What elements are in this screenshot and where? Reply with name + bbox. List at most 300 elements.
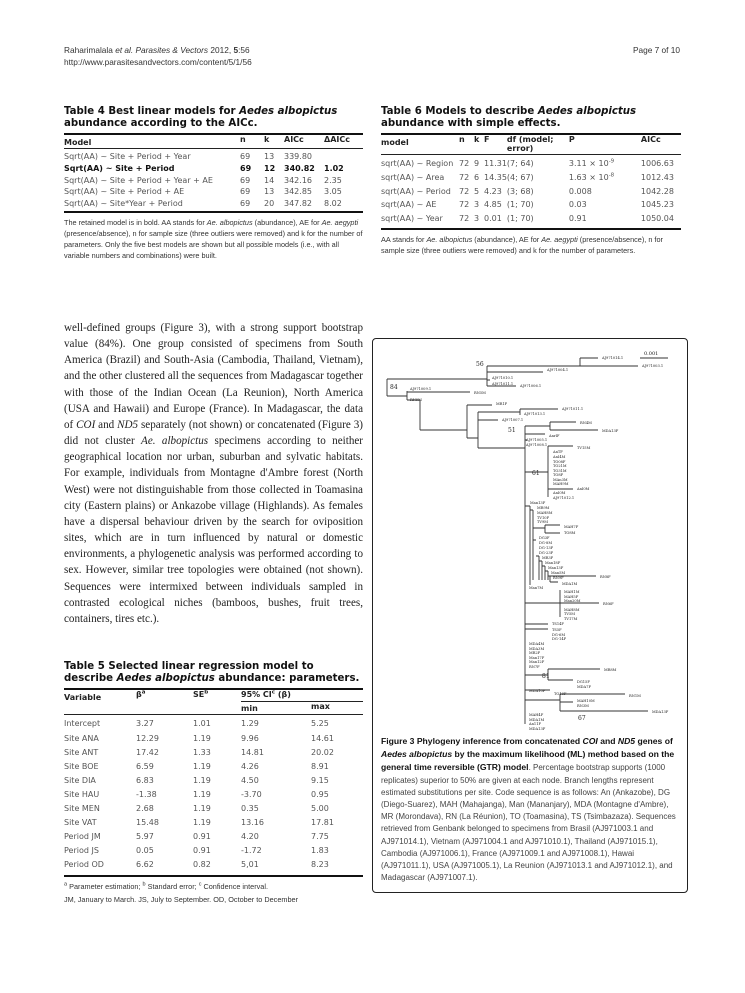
bootstrap-value: 56 bbox=[476, 361, 484, 368]
table-cell: 9.96 bbox=[241, 733, 259, 743]
text: max bbox=[311, 702, 363, 715]
tree-leaf-label: TO31M bbox=[553, 469, 567, 473]
bootstrap-value: 51 bbox=[508, 427, 516, 434]
table-cell: 12 bbox=[264, 163, 276, 173]
table-row bbox=[64, 832, 363, 846]
table-cell: Period JS bbox=[64, 846, 99, 856]
table-cell: 4.26 bbox=[241, 761, 259, 771]
table-cell: 342.16 bbox=[284, 175, 312, 185]
tree-leaf-label: AJ971007.1 bbox=[502, 418, 524, 422]
page-number: Page 7 of 10 bbox=[632, 45, 680, 55]
tree-leaf-label: RN6F bbox=[603, 602, 614, 606]
text: c bbox=[198, 881, 202, 888]
table-row bbox=[64, 164, 363, 176]
text: k bbox=[474, 134, 484, 155]
table-row bbox=[64, 776, 363, 790]
table-cell: 72 bbox=[459, 200, 470, 210]
table-cell: 20.02 bbox=[311, 747, 334, 757]
table-cell: 0.01 bbox=[484, 214, 502, 224]
header-volume: 5 bbox=[233, 45, 239, 55]
text: Figure 3 Phylogeny inference from concatenated bbox=[381, 736, 583, 746]
tree-leaf-label: RN3M bbox=[577, 704, 589, 708]
text: COI bbox=[76, 418, 96, 431]
tree-leaf-label: TV5M bbox=[564, 612, 575, 616]
table-cell: 69 bbox=[240, 187, 251, 197]
table-row bbox=[64, 818, 363, 832]
table-cell: 4.20 bbox=[241, 832, 259, 842]
text: (abundance), AE for bbox=[472, 234, 542, 244]
text: Table 5 Selected linear regression model to describe bbox=[64, 660, 314, 684]
table-cell: 6.83 bbox=[136, 775, 154, 785]
table-cell: 1006.63 bbox=[640, 159, 674, 168]
table-cell: 14.61 bbox=[311, 733, 334, 743]
p-value: 0.008 bbox=[568, 186, 592, 196]
tree-leaf-label: AJ971004.1 bbox=[547, 368, 569, 372]
table-cell: Site HAU bbox=[64, 789, 100, 799]
table-cell: sqrt(AA) ~ Period bbox=[381, 186, 451, 196]
table-cell: Sqrt(AA) ~ Site + Period + Year bbox=[64, 152, 191, 161]
tree-leaf-label: MAH9M bbox=[553, 482, 569, 486]
tree-leaf-label: DG-23F bbox=[539, 551, 554, 555]
table-cell: 1050.04 bbox=[640, 214, 674, 224]
text: Parameter estimation; bbox=[67, 881, 143, 891]
tree-leaf-label: DG-13F bbox=[539, 546, 554, 550]
text: Ae. albopictus bbox=[141, 435, 209, 448]
table-cell: 1.19 bbox=[193, 789, 211, 799]
table-cell: Site DIA bbox=[64, 775, 96, 785]
text: and bbox=[95, 418, 118, 431]
table-5 bbox=[64, 661, 363, 905]
table-cell: -3.70 bbox=[241, 789, 262, 799]
table-6-title bbox=[381, 106, 681, 130]
table-cell: Site ANA bbox=[64, 733, 99, 743]
text: (abundance), AE for bbox=[252, 217, 322, 227]
table-cell: 8.91 bbox=[311, 761, 329, 771]
table-4-grid bbox=[64, 133, 363, 213]
tree-leaf-label: TO21M bbox=[553, 464, 567, 468]
p-value-cell bbox=[569, 155, 641, 173]
text: by the maximum likelihood (ML) method based on the general time reversible (GTR) model bbox=[381, 749, 675, 773]
table-cell: Site MEN bbox=[64, 804, 100, 814]
table-row bbox=[64, 790, 363, 804]
table-cell: sqrt(AA) ~ AE bbox=[381, 200, 437, 210]
table-cell: 1.33 bbox=[193, 747, 211, 757]
tree-leaf-label: MAH4F bbox=[529, 713, 544, 717]
bootstrap-value: 67 bbox=[578, 715, 586, 722]
left-column bbox=[64, 106, 363, 905]
column-header: AICc bbox=[284, 134, 324, 149]
table-cell: 8.23 bbox=[311, 860, 329, 870]
tree-leaf-label: TS5F bbox=[552, 628, 562, 632]
table-cell: 9 bbox=[474, 159, 480, 168]
table-cell: sqrt(AA) ~ Year bbox=[381, 214, 443, 224]
text: COI bbox=[582, 736, 598, 746]
phylogenetic-tree bbox=[380, 343, 684, 733]
figure-3 bbox=[372, 338, 688, 893]
table-row bbox=[64, 734, 363, 748]
p-value: 1.63 × 10 bbox=[568, 172, 609, 182]
p-exponent: -9 bbox=[608, 158, 615, 165]
column-header: k bbox=[264, 134, 284, 149]
column-header: n bbox=[240, 134, 264, 149]
table-cell: 72 bbox=[459, 172, 470, 182]
table-4 bbox=[64, 106, 363, 312]
tree-leaf-label: RN7F bbox=[529, 665, 540, 669]
table-cell: 69 bbox=[240, 152, 251, 161]
table-5-title bbox=[64, 661, 363, 685]
p-exponent: -8 bbox=[608, 172, 615, 179]
text: min bbox=[241, 702, 311, 715]
header-journal: Parasites & Vectors bbox=[135, 45, 209, 55]
tree-leaf-label: TO13F bbox=[554, 692, 567, 696]
tree-leaf-label: AnI0M bbox=[577, 487, 590, 491]
text: ND5 bbox=[617, 736, 636, 746]
tree-leaf-label: TV15M bbox=[577, 446, 591, 450]
table-cell: 14.35 bbox=[484, 172, 507, 182]
table-cell: 2.35 bbox=[324, 175, 342, 185]
text: and bbox=[597, 736, 618, 746]
tree-leaf-label: MAH8M bbox=[564, 608, 580, 612]
tree-leaf-label: MR8M bbox=[604, 668, 617, 672]
table-cell: 69 bbox=[240, 163, 252, 173]
tree-leaf-label: AJ971014.1 bbox=[602, 356, 624, 360]
tree-leaf-label: MDA13F bbox=[652, 710, 669, 714]
table-cell: 14.81 bbox=[241, 747, 264, 757]
tree-leaf-label: Man12F bbox=[529, 660, 545, 664]
table-cell: 17.42 bbox=[136, 747, 159, 757]
text: P bbox=[569, 134, 641, 155]
table-cell: Sqrt(AA) ~ Site*Year + Period bbox=[64, 199, 183, 209]
tree-leaf-label: AJ971003.1 bbox=[642, 364, 664, 368]
tree-leaf-label: AnI0M bbox=[553, 491, 566, 495]
table-cell: 4.50 bbox=[241, 775, 259, 785]
table-cell: 11.31 bbox=[484, 159, 507, 168]
table-row bbox=[381, 187, 681, 201]
tree-leaf-label: RN9F bbox=[553, 576, 564, 580]
table-cell: Period OD bbox=[64, 860, 104, 870]
table-row bbox=[64, 176, 363, 188]
table-cell: Sqrt(AA) ~ Site + Period bbox=[64, 163, 175, 173]
table-row bbox=[64, 149, 363, 164]
text: AA stands for bbox=[381, 234, 427, 244]
tree-leaf-label: MDA1M bbox=[529, 718, 545, 722]
table-row bbox=[381, 155, 681, 173]
table-6 bbox=[381, 106, 681, 256]
text: df (model; error) bbox=[507, 134, 569, 155]
tree-leaf-label: MAH1M bbox=[564, 590, 580, 594]
table-cell: 13 bbox=[264, 187, 275, 197]
text: genes of bbox=[635, 736, 673, 746]
tree-leaf-label: RN8F bbox=[600, 575, 611, 579]
tree-leaf-label: MDA1M bbox=[562, 582, 578, 586]
table-cell: 1.02 bbox=[324, 163, 344, 173]
tree-leaf-label: TO08F bbox=[553, 460, 566, 464]
text: c bbox=[271, 689, 276, 696]
table-cell: 5.25 bbox=[311, 719, 329, 729]
table-6-note bbox=[381, 234, 681, 256]
table-cell: Site BOE bbox=[64, 761, 99, 771]
text: well-defined groups (Figure 3), with a strong support bootstrap value (84%). One group consisted of specimens from South America (Brazil) and South-Asia (Cambodia, Thailand, Vietnam), and the other clustered all the sequences from Madagascar together with those of the Indian Ocean (La Reunion), North America (USA and Hawaii) and Europe (France). In Madagascar, the data of bbox=[64, 322, 363, 431]
tree-leaf-label: MR1F bbox=[496, 402, 508, 406]
table-cell: -1.38 bbox=[136, 789, 157, 799]
text: a bbox=[64, 881, 68, 888]
text: Aedes albopictus bbox=[239, 106, 338, 117]
table-cell: (4; 67) bbox=[506, 172, 534, 182]
table-cell: 12.29 bbox=[136, 733, 159, 743]
tree-leaf-label: AJ971011.1 bbox=[492, 382, 514, 386]
table-cell: 1.19 bbox=[193, 804, 211, 814]
table-cell: 1.19 bbox=[193, 733, 211, 743]
p-value: 3.11 × 10 bbox=[568, 159, 609, 168]
text: b bbox=[204, 689, 209, 696]
table-cell: 6.62 bbox=[136, 860, 154, 870]
table-cell: 0.35 bbox=[241, 804, 259, 814]
table-cell: 3 bbox=[474, 214, 480, 224]
scale-bar-label: 0.001 bbox=[644, 351, 659, 357]
p-value-cell bbox=[569, 200, 641, 214]
tree-leaf-label: Man7M bbox=[529, 586, 544, 590]
bootstrap-value: 81 bbox=[542, 673, 550, 680]
table-cell: 5,01 bbox=[241, 860, 259, 870]
tree-leaf-label: RN5M bbox=[474, 391, 486, 395]
text: AICc bbox=[641, 134, 681, 155]
table-cell: Sqrt(AA) ~ Site + Period + Year + AE bbox=[64, 175, 213, 185]
tree-leaf-label: AJ971010.1 bbox=[492, 376, 514, 380]
table-cell: 4.23 bbox=[484, 186, 502, 196]
tree-leaf-label: DG15F bbox=[577, 680, 590, 684]
table-cell: 1.83 bbox=[311, 846, 329, 856]
text: Table 6 Models to describe bbox=[381, 106, 538, 117]
p-value-cell bbox=[569, 187, 641, 201]
tree-leaf-label: DG-8M bbox=[539, 541, 552, 545]
running-header bbox=[64, 44, 252, 68]
table-cell: 1045.23 bbox=[640, 200, 674, 210]
text: Ae. aegypti bbox=[321, 217, 359, 227]
table-cell: 72 bbox=[459, 214, 470, 224]
tree-leaf-label: AnI4M bbox=[553, 455, 566, 459]
table-cell: (1; 70) bbox=[506, 200, 534, 210]
table-cell: 1.19 bbox=[193, 818, 211, 828]
text: (β) bbox=[275, 689, 291, 699]
p-value: 0.03 bbox=[568, 200, 587, 210]
table-row bbox=[381, 173, 681, 187]
table-cell bbox=[324, 149, 363, 164]
table-cell: 347.82 bbox=[284, 199, 312, 209]
text: separately (not shown) or concatenated (Figure 3) did not cluster bbox=[64, 418, 363, 448]
table-cell: 6 bbox=[474, 172, 480, 182]
table-row bbox=[64, 748, 363, 762]
p-value-cell bbox=[569, 214, 641, 229]
table-cell: 1.29 bbox=[241, 719, 259, 729]
text: Aedes albopictus bbox=[381, 749, 453, 760]
tree-leaf-label: Man13F bbox=[530, 501, 546, 505]
tree-leaf-label: TS14F bbox=[552, 622, 564, 626]
tree-leaf-label: RN5M bbox=[410, 398, 422, 402]
header-authors: Raharimalala bbox=[64, 45, 113, 55]
text: . Percentage bootstrap supports (1000 replicates) superior to 50% are given at each node. Branch lengths represent estimated substitutions per site. Code sequence is as follows: An (Ankazobe), DG (Diego-Suarez), MAH (Mahajanga), Man (Mananjary), MDA (Montagne d'Ambre), MR (Morondava), RN (La Réunion), TO (Toamasina), TS (Tsimbazaza). Sequences retrieved from Genbank belonged to specimens from Brasil (AJ971003.1 and AJ971014.1), Vietnam (AJ971004.1 and AJ971010.1), Thailand (AJ971015.1), Cambodia (AJ971006.1), France (AJ971009.1 and AJ971008.1), Hawai (AJ971011.1), USA (AJ971005.1), La Reunion (AJ971013.1 and AJ971012.1), and Madagascar (AJ971007.1). bbox=[381, 763, 676, 883]
table-cell: sqrt(AA) ~ Region bbox=[381, 159, 454, 168]
table-cell: 4.85 bbox=[484, 200, 502, 210]
header-url[interactable]: http://www.parasitesandvectors.com/content/5/1/56 bbox=[64, 57, 252, 67]
table-cell: 69 bbox=[240, 199, 251, 209]
tree-leaf-label: RN1M bbox=[629, 694, 641, 698]
table-cell: 9.15 bbox=[311, 775, 329, 785]
table-cell: 1.01 bbox=[193, 719, 211, 729]
tree-leaf-label: An11F bbox=[529, 722, 541, 726]
text: n bbox=[459, 134, 474, 155]
tree-leaf-label: MDA4M bbox=[529, 642, 545, 646]
text: Ae. albopictus bbox=[206, 217, 253, 227]
table-5-abbreviations: JM, January to March. JS, July to September. OD, October to December bbox=[64, 894, 298, 904]
tree-leaf-label: AJ971008.1 bbox=[526, 443, 548, 447]
table-cell: 0.91 bbox=[193, 846, 211, 856]
tree-leaf-label: MDA13F bbox=[529, 727, 546, 731]
p-value-cell bbox=[569, 173, 641, 187]
table-cell: 1042.28 bbox=[640, 186, 674, 196]
table-cell: 69 bbox=[240, 175, 251, 185]
header-etal: et al. bbox=[115, 45, 134, 55]
table-cell: Site VAT bbox=[64, 818, 97, 828]
tree-leaf-label: MDA10F bbox=[529, 689, 546, 693]
text: 95% CI bbox=[241, 689, 272, 699]
column-header: Model bbox=[64, 134, 240, 149]
table-cell: 5.97 bbox=[136, 832, 154, 842]
tree-leaf-label: AJ971009.1 bbox=[410, 387, 432, 391]
tree-leaf-label: AnTF bbox=[553, 450, 563, 454]
table-cell: Intercept bbox=[64, 719, 101, 729]
table-cell: (1; 70) bbox=[506, 214, 534, 224]
tree-leaf-label: Man18F bbox=[545, 561, 561, 565]
text: F bbox=[484, 134, 507, 155]
tree-leaf-label: MAn3M bbox=[553, 478, 568, 482]
tree-leaf-label: MR3F bbox=[542, 556, 554, 560]
table-cell: 339.80 bbox=[284, 152, 312, 161]
tree-leaf-label: Man17F bbox=[529, 656, 545, 660]
column-header: ΔAICc bbox=[324, 134, 363, 149]
table-cell: 3.05 bbox=[324, 187, 342, 197]
table-row bbox=[381, 200, 681, 214]
text: Aedes albopictus bbox=[116, 672, 215, 684]
text: ND5 bbox=[117, 418, 139, 431]
table-row bbox=[64, 715, 363, 734]
tree-leaf-label: Man13F bbox=[548, 566, 564, 570]
text: abundance according to the AICc. bbox=[64, 118, 258, 129]
text: a bbox=[141, 689, 146, 696]
tree-leaf-label: MAH8M bbox=[537, 511, 553, 515]
text: Standard error; bbox=[145, 881, 199, 891]
tree-leaf-label: TO8M bbox=[564, 531, 576, 535]
table-cell: 342.85 bbox=[284, 187, 312, 197]
table-cell: 1.19 bbox=[193, 775, 211, 785]
table-cell: -1.72 bbox=[241, 846, 262, 856]
table-cell: 2.68 bbox=[136, 804, 154, 814]
tree-labels bbox=[390, 351, 669, 731]
tree-leaf-label: AJ971005.1 bbox=[526, 438, 548, 442]
tree-leaf-label: MDA3M bbox=[529, 647, 545, 651]
p-value: 0.91 bbox=[568, 214, 587, 224]
table-cell: 0.95 bbox=[311, 789, 329, 799]
table-row bbox=[64, 199, 363, 212]
table-cell: 340.82 bbox=[284, 163, 315, 173]
tree-leaf-label: Man20M bbox=[564, 599, 581, 603]
text: Variable bbox=[64, 692, 102, 702]
table-cell: Site ANT bbox=[64, 747, 99, 757]
text: Confidence interval. bbox=[201, 881, 268, 891]
header-year: 2012, bbox=[210, 45, 232, 55]
text: Aedes albopictus bbox=[537, 106, 637, 117]
table-cell: sqrt(AA) ~ Area bbox=[381, 172, 445, 182]
tree-leaf-label: AJ971012.1 bbox=[553, 496, 575, 500]
table-6-grid bbox=[381, 133, 681, 230]
table-cell: 17.81 bbox=[311, 818, 334, 828]
tree-leaf-label: AJ971011.1 bbox=[562, 407, 584, 411]
table-row bbox=[64, 762, 363, 776]
tree-leaf-label: AJ971006.1 bbox=[520, 384, 542, 388]
table-cell: 1012.43 bbox=[640, 172, 674, 182]
table-cell: Sqrt(AA) ~ Site + Period + AE bbox=[64, 187, 185, 197]
text: The retained model is in bold. AA stands for bbox=[64, 217, 207, 227]
text: SE bbox=[193, 689, 205, 699]
tree-leaf-label: MAH10M bbox=[577, 699, 595, 703]
text: (presence/absence), n for sample size (three outliers were removed) and k for the number of parameters. Only the five best models are shown but all possible models (i.e., with all variable numbers and combinations) were built. bbox=[64, 228, 363, 260]
table-cell: 72 bbox=[459, 159, 470, 168]
text: Ae. albopictus bbox=[426, 234, 473, 244]
table-cell: (3; 68) bbox=[506, 186, 534, 196]
table-cell: 1.19 bbox=[193, 761, 211, 771]
table-cell: 5.00 bbox=[311, 804, 329, 814]
table-row bbox=[381, 214, 681, 229]
table-cell: Period JM bbox=[64, 832, 101, 842]
text: Ae. aegypti bbox=[541, 234, 578, 244]
bootstrap-value: 84 bbox=[390, 384, 398, 391]
tree-leaf-label: DG3F bbox=[539, 536, 550, 540]
text: abundance: parameters. bbox=[214, 672, 360, 684]
tree-leaf-label: MDA13F bbox=[602, 429, 619, 433]
table-4-title bbox=[64, 106, 363, 130]
text: (presence/absence), n for sample size (three outliers were removed) and k for the number of parameters. bbox=[381, 234, 663, 255]
tree-leaf-label: MAH5F bbox=[564, 595, 579, 599]
table-cell: 0.91 bbox=[193, 832, 211, 842]
text: abundance with simple effects. bbox=[381, 118, 561, 129]
tree-leaf-label: RN4M bbox=[580, 421, 592, 425]
tree-leaf-label: TV9M bbox=[537, 520, 548, 524]
table-cell: 3.27 bbox=[136, 719, 154, 729]
table-cell: 5 bbox=[474, 186, 480, 196]
tree-leaf-label: AnrIF bbox=[549, 434, 560, 438]
table-cell: 14 bbox=[264, 175, 275, 185]
text: specimens according to neither geographical location nor urban, suburban and sylvatic habitats. For example, individuals from Montagne d'Ambre forest (North West) were not distinguishable from those collected in Toamasina city (Eastern plains) or Ankazobe village (Highlands). As females have a dispersal behaviour driven by the search for oviposition sites, which are in turn influenced by natural or domestic environments, a phylogenetic analysis was performed according to sex. However, similar tree topologies were obtained (not shown). Sequences were intermixed between individuals sampled in contrasted ecological niches (bamboos, bushes, fruit trees, containers, tires etc.). bbox=[64, 435, 363, 625]
tree-leaf-label: MAH7F bbox=[564, 525, 579, 529]
header-article: :56 bbox=[238, 45, 250, 55]
table-row bbox=[64, 187, 363, 199]
tree-leaf-label: TV10F bbox=[537, 516, 550, 520]
text: Table 4 Best linear models for bbox=[64, 106, 240, 117]
table-4-note bbox=[64, 217, 363, 261]
table-cell: 0.82 bbox=[193, 860, 211, 870]
table-5-footnotes bbox=[64, 881, 363, 892]
tree-leaf-label: TO8F bbox=[553, 473, 564, 477]
text: β bbox=[136, 689, 142, 699]
text: b bbox=[142, 881, 146, 888]
tree-leaf-label: MDA7F bbox=[577, 685, 591, 689]
tree-leaf-label: DG-6M bbox=[552, 633, 565, 637]
bootstrap-value: 61 bbox=[532, 470, 540, 477]
table-cell: 15.48 bbox=[136, 818, 159, 828]
table-cell: 13 bbox=[264, 152, 275, 161]
table-cell: 6.59 bbox=[136, 761, 154, 771]
figure-3-caption bbox=[381, 735, 681, 884]
tree-leaf-label: TV17M bbox=[564, 617, 578, 621]
